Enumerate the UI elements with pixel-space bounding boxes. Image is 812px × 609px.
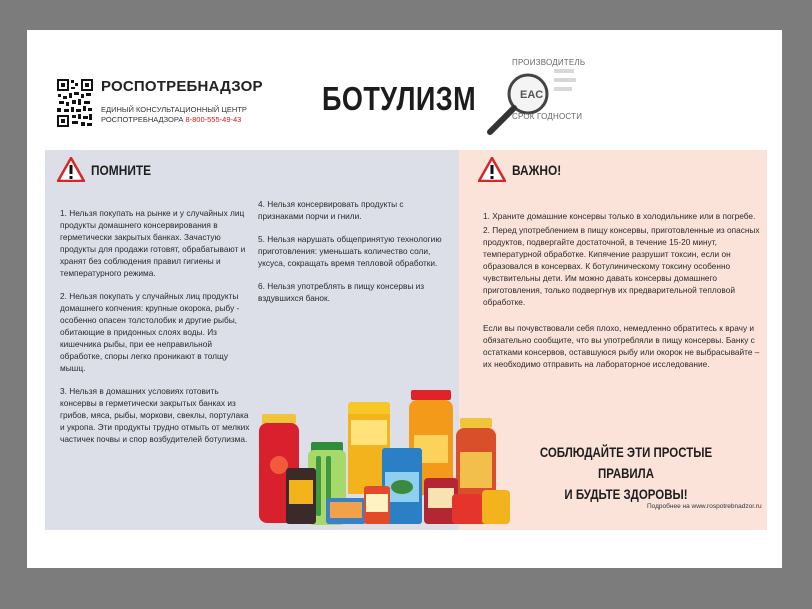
rule-2: 2. Нельзя покупать у случайных лиц продукты домашнего копчения: крупные окорока, рыбу - особенно опасен толстолобик и другие рыбы, обитающие в придонных слоях воды. Из кишечника рыбы, при ее неправильной обработке, споры легко проникают в толщу мышц.	[60, 291, 240, 373]
rule-4: 4. Нельзя консервировать продукты с признаками порчи и гнили.	[258, 199, 404, 221]
remember-column-1	[60, 207, 250, 456]
rule-6: 6. Нельзя употреблять в пищу консервы из вздувшихся банок.	[258, 281, 425, 303]
page-title: БОТУЛИЗМ	[322, 80, 477, 117]
important-text	[483, 210, 761, 381]
warning-triangle-icon	[478, 157, 506, 182]
magnifier-icon	[476, 54, 586, 139]
slogan-line-2: И БУДЬТЕ ЗДОРОВЫ!	[564, 486, 688, 502]
org-name: РОСПОТРЕБНАДЗОР	[101, 78, 263, 95]
eac-mark: EAC	[520, 89, 544, 101]
rule-3: 3. Нельзя в домашних условиях готовить консервы в герметически закрытых банках из грибов, мяса, рыбы, моркови, свеклы, портулака и укропа. Эти продукты трудно отмыть от мелких частичек почвы и спор возбудителей ботулизма.	[60, 386, 250, 444]
organization-block	[101, 78, 263, 125]
remember-title: ПОМНИТЕ	[91, 161, 152, 178]
slogan-line-1: СОБЛЮДАЙТЕ ЭТИ ПРОСТЫЕ ПРАВИЛА	[539, 444, 713, 481]
tip-2: 2. Перед употреблением в пищу консервы, приготовленные из опасных продуктов, подвергайте достаточной, в течение 15-20 минут, температурной обработке. Кипячение разрушит токсин, если он образовался в консервах. К ботулиническому токсину особенно чувствительны дети. Им можно давать консервы домашнего приготовления, только подвергнув их предварительной тепловой обработке.	[483, 225, 760, 307]
slogan	[519, 442, 732, 505]
qr-code-icon	[56, 78, 94, 128]
label-expiry: СРОК ГОДНОСТИ	[512, 112, 583, 121]
org-line-2	[101, 115, 263, 125]
important-heading	[478, 157, 570, 182]
tip-3: Если вы почувствовали себя плохо, немедленно обратитесь к врачу и обязательно сообщите, что вы употребляли в пищу консервы. Банку с остатками консервов, оставшуюся рыбу или окорок не выбрасывайте – их необходимо отправить на лабораторное исследование.	[483, 323, 760, 369]
remember-heading	[57, 157, 162, 182]
org-phone: 8-800-555-49-43	[185, 115, 242, 124]
org-line-1: ЕДИНЫЙ КОНСУЛЬТАЦИОННЫЙ ЦЕНТР	[101, 105, 247, 114]
important-title: ВАЖНО!	[512, 161, 562, 178]
canned-food-illustration	[256, 390, 516, 530]
rule-1: 1. Нельзя покупать на рынке и у случайных лиц продукты домашнего консервирования в герметически закрытых банках. Зачастую продукты для продажи готовят, обрабатывают и хранят без соблюдения правил гигиены и температурного режима.	[60, 208, 246, 278]
product-label-illustration	[476, 54, 586, 139]
more-info-link: Подробнее на www.rospotrebnadzor.ru	[647, 503, 762, 510]
tip-1: 1. Храните домашние консервы только в холодильнике или в погребе.	[483, 211, 756, 221]
org-line-2-text: РОСПОТРЕБНАДЗОРА	[101, 115, 184, 124]
rule-5: 5. Нельзя нарушать общепринятую технологию приготовления: уменьшать количество соли, уксуса, сокращать время тепловой обработки.	[258, 234, 442, 268]
label-producer: ПРОИЗВОДИТЕЛЬ	[512, 58, 586, 67]
remember-column-2	[258, 198, 450, 315]
warning-triangle-icon	[57, 157, 85, 182]
